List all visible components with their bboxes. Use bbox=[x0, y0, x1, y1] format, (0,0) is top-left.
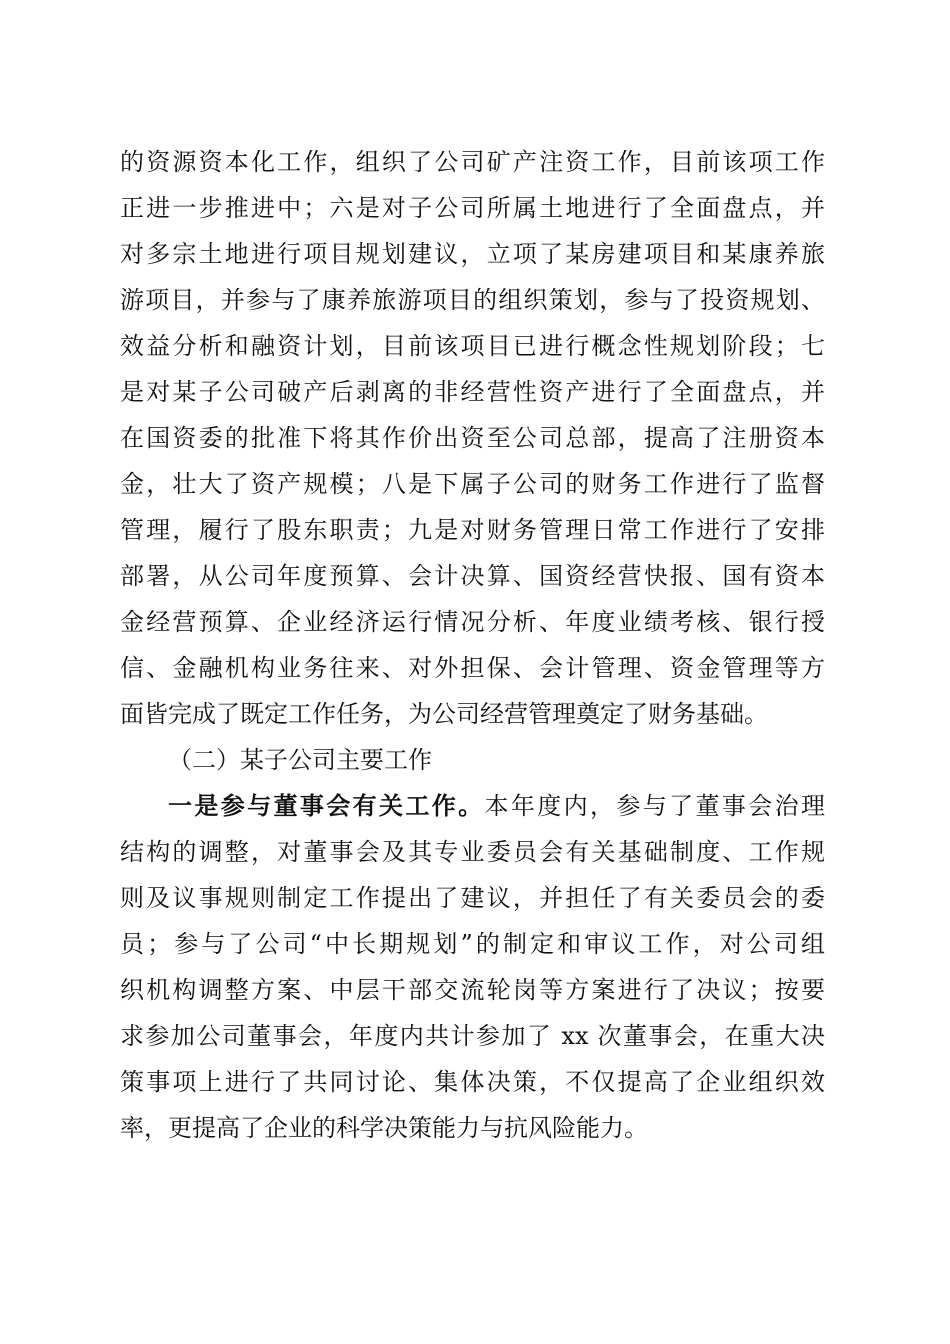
section-heading: （二）某子公司主要工作 bbox=[168, 746, 432, 774]
paragraph1-line-10: 部署，从公司年度预算、会计决算、国资经营快报、国有资本 bbox=[120, 562, 825, 590]
paragraph1-line-12: 信、金融机构业务往来、对外担保、会计管理、资金管理等方 bbox=[120, 654, 825, 682]
paragraph1-line-3: 对多宗土地进行项目规划建议，立项了某房建项目和某康养旅 bbox=[120, 240, 825, 268]
paragraph2-lead: 一是参与董事会有关工作。 bbox=[168, 791, 485, 820]
paragraph1-line-11: 金经营预算、企业经济运行情况分析、年度业绩考核、银行授 bbox=[120, 608, 825, 636]
paragraph1-line-13: 面皆完成了既定工作任务，为公司经营管理奠定了财务基础。 bbox=[120, 700, 768, 728]
paragraph2-line-3: 则及议事规则制定工作提出了建议，并担任了有关委员会的委 bbox=[120, 884, 825, 912]
paragraph1-line-8: 金，壮大了资产规模；八是下属子公司的财务工作进行了监督 bbox=[120, 470, 825, 498]
paragraph2-first-line-rest: 本年度内，参与了董事会治理 bbox=[484, 792, 825, 820]
paragraph2-line-2: 结构的调整，对董事会及其专业委员会有关基础制度、工作规 bbox=[120, 838, 825, 866]
paragraph1-line-5: 效益分析和融资计划，目前该项目已进行概念性规划阶段；七 bbox=[120, 332, 825, 360]
paragraph2-line-6: 求参加公司董事会，年度内共计参加了 xx 次董事会，在重大决 bbox=[120, 1022, 825, 1050]
paragraph2-line-8: 率，更提高了企业的科学决策能力与抗风险能力。 bbox=[120, 1114, 648, 1142]
paragraph1-line-9: 管理，履行了股东职责；九是对财务管理日常工作进行了安排 bbox=[120, 516, 825, 544]
paragraph1-line-2: 正进一步推进中；六是对子公司所属土地进行了全面盘点，并 bbox=[120, 194, 825, 222]
paragraph2-line-4: 员；参与了公司“中长期规划”的制定和审议工作，对公司组 bbox=[120, 930, 825, 958]
paragraph1-line-4: 游项目，并参与了康养旅游项目的组织策划，参与了投资规划、 bbox=[120, 286, 825, 314]
paragraph1-line-1: 的资源资本化工作，组织了公司矿产注资工作，目前该项工作 bbox=[120, 148, 825, 176]
paragraph2-line-7: 策事项上进行了共同讨论、集体决策，不仅提高了企业组织效 bbox=[120, 1068, 825, 1096]
paragraph2-line-5: 织机构调整方案、中层干部交流轮岗等方案进行了决议；按要 bbox=[120, 976, 825, 1004]
paragraph1-line-6: 是对某子公司破产后剥离的非经营性资产进行了全面盘点，并 bbox=[120, 378, 825, 406]
paragraph1-line-7: 在国资委的批准下将其作价出资至公司总部，提高了注册资本 bbox=[120, 424, 825, 452]
paragraph2-line-1 bbox=[168, 786, 825, 826]
